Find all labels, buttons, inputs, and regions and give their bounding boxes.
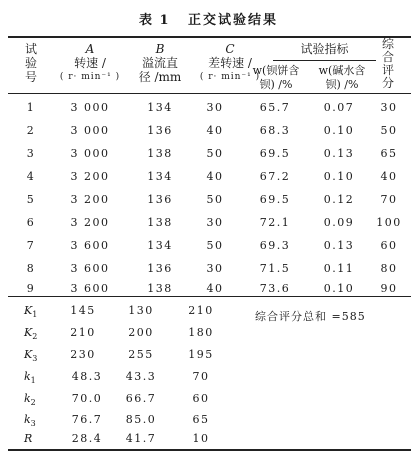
header-indicator-group: 试验指标 [300,42,349,56]
table-title [0,9,417,28]
cell-b: 255 [128,348,154,361]
cell-c: 60 [192,392,210,405]
cell-trial: 9 [26,282,36,295]
cell-ind1: 71.5 [259,262,291,275]
cell-c: 10 [192,432,210,445]
cell-b: 66.7 [125,392,157,405]
header-col-b: B 溢流直 径 /mm [138,42,182,84]
cell-a: 145 [70,304,96,317]
cell-a: 3 200 [70,216,110,229]
cell-b: 134 [147,170,173,183]
header-indicator-1: w(钡饼含 钡) /% [252,64,300,91]
cell-b: 134 [147,239,173,252]
cell-ind1: 65.7 [259,101,291,114]
cell-a: 3 600 [70,282,110,295]
cell-c: 30 [206,216,224,229]
cell-trial: 2 [26,124,36,137]
analysis-row [0,304,250,322]
cell-ind2: 0.13 [323,239,355,252]
cell-b: 138 [147,147,173,160]
cell-score: 80 [380,262,398,275]
analysis-row [0,392,250,410]
cell-score: 60 [380,239,398,252]
cell-c: 50 [206,193,224,206]
cell-b: 134 [147,101,173,114]
table-row [0,170,417,188]
cell-c: 70 [192,370,210,383]
analysis-symbol: $k_3$ [24,413,36,429]
cell-ind1: 69.3 [259,239,291,252]
cell-c: 65 [192,413,210,426]
cell-c: 195 [188,348,214,361]
cell-trial: 1 [26,101,36,114]
cell-trial: 6 [26,216,36,229]
cell-b: 136 [147,193,173,206]
cell-score: 40 [380,170,398,183]
cell-a: 3 200 [70,170,110,183]
cell-ind1: 72.1 [259,216,291,229]
cell-ind2: 0.09 [323,216,355,229]
cell-score: 70 [380,193,398,206]
cell-a: 3 600 [70,262,110,275]
cell-ind2: 0.11 [323,262,355,275]
cell-score: 65 [380,147,398,160]
cell-trial: 3 [26,147,36,160]
cell-a: 3 600 [70,239,110,252]
cell-ind1: 69.5 [259,193,291,206]
analysis-symbol: $k_2$ [24,392,36,408]
table-row [0,101,417,119]
cell-a: 230 [70,348,96,361]
analysis-symbol: $K_2$ [24,326,38,342]
cell-c: 30 [206,262,224,275]
analysis-symbol: $k_1$ [24,370,36,386]
cell-b: 136 [147,124,173,137]
cell-c: 50 [206,239,224,252]
cell-score: 100 [376,216,402,229]
cell-ind1: 69.5 [259,147,291,160]
top-rule [8,36,411,38]
cell-score: 90 [380,282,398,295]
cell-b: 136 [147,262,173,275]
cell-trial: 7 [26,239,36,252]
cell-a: 210 [70,326,96,339]
analysis-row [0,348,250,366]
cell-ind1: 73.6 [259,282,291,295]
table-row [0,216,417,234]
table-row [0,239,417,257]
analysis-rule [8,296,411,297]
header-col-a: A 转速 / ( r· min⁻¹ ) [59,42,121,82]
analysis-row [0,413,250,431]
cell-a: 3 000 [70,147,110,160]
cell-a: 70.0 [71,392,103,405]
cell-a: 28.4 [71,432,103,445]
analysis-symbol: $K_1$ [24,304,38,320]
cell-b: 130 [128,304,154,317]
cell-b: 138 [147,216,173,229]
cell-b: 41.7 [125,432,157,445]
cell-a: 3 200 [70,193,110,206]
cell-ind2: 0.10 [323,170,355,183]
header-indicator-2: w(碱水含 钡) /% [318,64,366,91]
analysis-row [0,432,250,448]
cell-ind1: 67.2 [259,170,291,183]
table-row [0,193,417,211]
cell-a: 48.3 [71,370,103,383]
cell-trial: 5 [26,193,36,206]
cell-c: 40 [206,124,224,137]
cell-a: 76.7 [71,413,103,426]
header-score: 综 合 评 分 [381,37,394,90]
cell-a: 3 000 [70,124,110,137]
analysis-symbol: R [24,432,33,445]
cell-c: 50 [206,147,224,160]
table-row [0,124,417,142]
cell-ind2: 0.13 [323,147,355,160]
cell-ind2: 0.10 [323,282,355,295]
cell-trial: 8 [26,262,36,275]
table-row [0,282,417,296]
analysis-symbol: $K_3$ [24,348,38,364]
indicator-group-rule [273,60,376,61]
header-trial-no: 试 验 号 [24,42,37,84]
analysis-row [0,370,250,388]
cell-score: 30 [380,101,398,114]
cell-trial: 4 [26,170,36,183]
bottom-rule [8,449,411,451]
cell-b: 200 [128,326,154,339]
cell-ind2: 0.10 [323,124,355,137]
cell-ind2: 0.07 [323,101,355,114]
analysis-row [0,326,250,344]
table-title-text: 正交试验结果 [188,13,279,28]
header-rule [8,93,411,94]
cell-b: 85.0 [125,413,157,426]
table-number: 表 1 [138,13,171,28]
cell-c: 30 [206,101,224,114]
table-row [0,147,417,165]
header-col-c: C 差转速 / ( r· min⁻¹ ) [199,42,261,82]
cell-c: 210 [188,304,214,317]
table-row [0,262,417,280]
cell-b: 43.3 [125,370,157,383]
cell-c: 40 [206,282,224,295]
score-total-note: 综合评分总和 =585 [255,310,366,323]
cell-score: 50 [380,124,398,137]
cell-a: 3 000 [70,101,110,114]
cell-c: 180 [188,326,214,339]
cell-ind1: 68.3 [259,124,291,137]
cell-c: 40 [206,170,224,183]
cell-b: 138 [147,282,173,295]
cell-ind2: 0.12 [323,193,355,206]
